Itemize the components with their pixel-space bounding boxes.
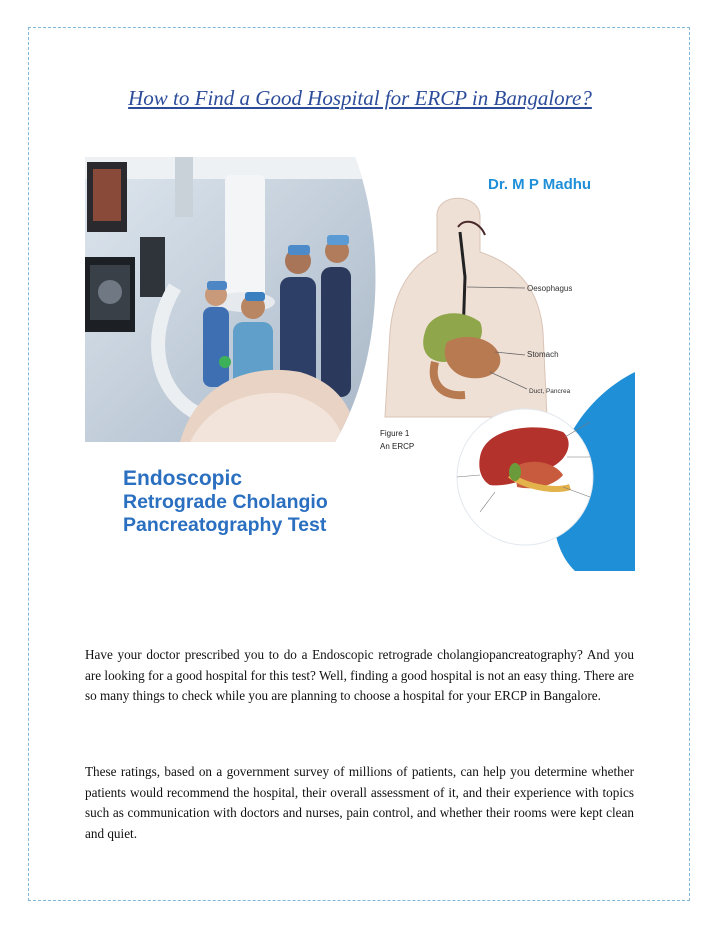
headline-line-3: Pancreatography Test: [123, 514, 327, 536]
figure-caption-1: Figure 1: [380, 429, 410, 438]
anatomy-illustration: [385, 198, 547, 417]
page-title: How to Find a Good Hospital for ERCP in Bangalore?: [128, 86, 592, 110]
label-oesophagus: Oesophagus: [527, 284, 573, 293]
paragraph-1: Have your doctor prescribed you to do a Endoscopic retrograde cholangiopancreatography? And you are looking for a good hospital for this test? Well, finding a good hospital is not an easy thing. There are so many things to check while you are planning to choose a hospital for your ERCP in Bangalore.: [85, 647, 634, 704]
figure-caption-2: An ERCP: [380, 442, 415, 451]
paragraph-2: These ratings, based on a government survey of millions of patients, can help you determine whether patients would recommend the hospital, their overall assessment of it, and their experience with topics such as communication with doctors and nurses, pain control, and whether their rooms were kept clean and quiet.: [85, 764, 634, 841]
label-stomach: Stomach: [527, 350, 559, 359]
headline-line-2: Retrograde Cholangio: [123, 491, 328, 513]
doctor-name: Dr. M P Madhu: [488, 176, 592, 193]
liver-inset-illustration: [457, 409, 593, 545]
label-duct-pancreas: Duct, Pancrea: [529, 388, 571, 395]
operating-room-photo: [85, 157, 385, 442]
headline-line-1: Endoscopic: [123, 467, 243, 490]
hero-image: [85, 157, 635, 571]
